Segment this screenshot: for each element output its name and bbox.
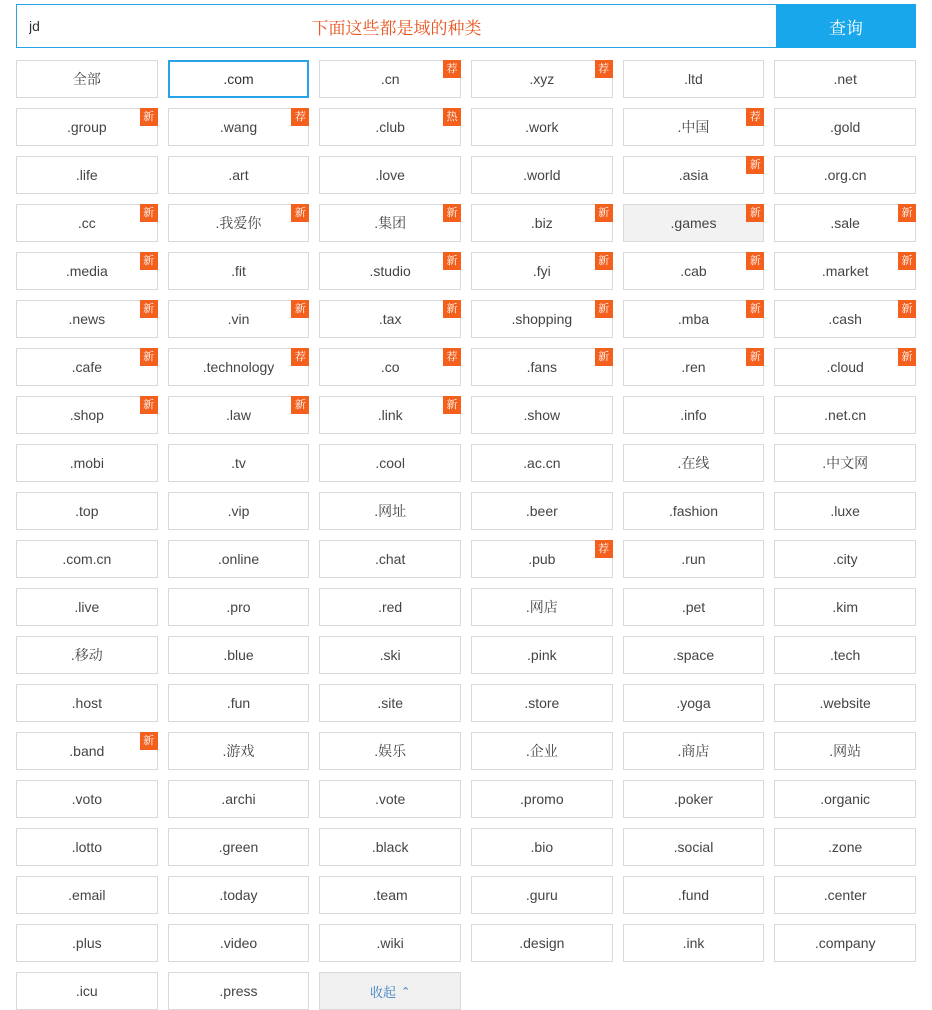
suffix-label: .info: [680, 407, 707, 423]
suffix-label: .black: [371, 839, 409, 855]
suffix-option[interactable]: [16, 300, 158, 338]
suffix-label: .com: [223, 71, 254, 87]
suffix-option[interactable]: [774, 204, 916, 242]
suffix-option[interactable]: [16, 732, 158, 770]
suffix-option[interactable]: [168, 684, 310, 722]
suffix-option[interactable]: [774, 588, 916, 626]
suffix-label: .fit: [231, 263, 246, 279]
suffix-option[interactable]: [16, 156, 158, 194]
suffix-option[interactable]: [319, 300, 461, 338]
suffix-label: .cafe: [71, 359, 102, 375]
suffix-option[interactable]: [16, 492, 158, 530]
suffix-option[interactable]: [471, 444, 613, 482]
suffix-option[interactable]: [319, 492, 461, 530]
suffix-label: .mba: [677, 311, 710, 327]
chevron-up-icon: ⌃: [401, 985, 411, 998]
suffix-label: .gold: [829, 119, 861, 135]
suffix-label: .vip: [227, 503, 250, 519]
suffix-label: .shop: [69, 407, 104, 423]
suffix-label: .net.cn: [824, 407, 867, 423]
suffix-option[interactable]: [16, 876, 158, 914]
suffix-option[interactable]: [319, 396, 461, 434]
badge-new-icon: 新: [140, 204, 158, 222]
suffix-label: .organic: [820, 791, 871, 807]
suffix-label: .love: [375, 167, 405, 183]
suffix-option[interactable]: [623, 876, 765, 914]
suffix-option[interactable]: [16, 780, 158, 818]
suffix-label: .xyz: [529, 71, 555, 87]
suffix-option[interactable]: [623, 444, 765, 482]
suffix-label: .life: [75, 167, 98, 183]
suffix-label: .biz: [530, 215, 553, 231]
suffix-option[interactable]: [16, 252, 158, 290]
suffix-label: .pro: [226, 599, 251, 615]
suffix-label: .asia: [678, 167, 709, 183]
suffix-option[interactable]: [319, 924, 461, 962]
collapse-button[interactable]: [319, 972, 461, 1010]
suffix-label: .law: [226, 407, 251, 423]
suffix-option[interactable]: [774, 492, 916, 530]
suffix-label: .fashion: [668, 503, 719, 519]
suffix-label: .vote: [374, 791, 406, 807]
suffix-label: .studio: [369, 263, 411, 279]
search-input-wrapper[interactable]: [16, 4, 776, 48]
suffix-label: .yoga: [676, 695, 711, 711]
suffix-label: .show: [523, 407, 561, 423]
suffix-label: .ink: [682, 935, 705, 951]
suffix-label: .娱乐: [374, 743, 407, 759]
suffix-label: .企业: [525, 743, 558, 759]
suffix-label: .pink: [527, 647, 557, 663]
suffix-option[interactable]: [168, 876, 310, 914]
suffix-label: .archi: [221, 791, 256, 807]
suffix-label: .technology: [202, 359, 275, 375]
suffix-option[interactable]: [623, 684, 765, 722]
suffix-option[interactable]: [16, 540, 158, 578]
suffix-option[interactable]: [471, 732, 613, 770]
suffix-label: .中国: [677, 119, 710, 135]
suffix-option[interactable]: [16, 924, 158, 962]
suffix-option[interactable]: [168, 252, 310, 290]
suffix-label: .company: [814, 935, 876, 951]
suffix-option[interactable]: [774, 252, 916, 290]
suffix-option[interactable]: [319, 444, 461, 482]
suffix-option[interactable]: [623, 492, 765, 530]
suffix-option[interactable]: [774, 396, 916, 434]
suffix-option[interactable]: [168, 60, 310, 98]
suffix-option[interactable]: [16, 684, 158, 722]
suffix-option[interactable]: [623, 924, 765, 962]
suffix-label: .我爱你: [215, 215, 262, 231]
suffix-option[interactable]: [319, 60, 461, 98]
suffix-label: .voto: [71, 791, 102, 807]
suffix-option[interactable]: [168, 108, 310, 146]
suffix-option[interactable]: [168, 444, 310, 482]
suffix-option[interactable]: [16, 444, 158, 482]
badge-new-icon: 新: [595, 348, 613, 366]
suffix-option[interactable]: [168, 492, 310, 530]
suffix-option[interactable]: [319, 540, 461, 578]
suffix-label: .网店: [525, 599, 558, 615]
badge-new-icon: 新: [443, 204, 461, 222]
badge-new-icon: 新: [898, 348, 916, 366]
suffix-label: .games: [670, 215, 717, 231]
badge-new-icon: 新: [595, 204, 613, 222]
suffix-option[interactable]: [319, 876, 461, 914]
suffix-option[interactable]: [774, 636, 916, 674]
suffix-label: .pub: [528, 551, 556, 567]
suffix-label: .wiki: [376, 935, 404, 951]
suffix-option[interactable]: [168, 972, 310, 1010]
suffix-label: .tax: [378, 311, 402, 327]
suffix-option[interactable]: [16, 204, 158, 242]
suffix-label: .link: [377, 407, 403, 423]
suffix-label: 全部: [72, 71, 101, 87]
suffix-option[interactable]: [471, 540, 613, 578]
suffix-label: .city: [832, 551, 858, 567]
badge-new-icon: 新: [746, 300, 764, 318]
suffix-label: .blue: [223, 647, 254, 663]
search-bar: [16, 4, 916, 48]
suffix-label: .press: [219, 983, 258, 999]
suffix-option[interactable]: [319, 780, 461, 818]
suffix-label: .live: [74, 599, 100, 615]
suffix-option[interactable]: [471, 588, 613, 626]
suffix-option[interactable]: [623, 300, 765, 338]
suffix-option[interactable]: [471, 492, 613, 530]
suffix-label: .store: [524, 695, 560, 711]
badge-new-icon: 新: [140, 396, 158, 414]
suffix-option[interactable]: [471, 156, 613, 194]
badge-new-icon: 新: [746, 156, 764, 174]
suffix-option[interactable]: [168, 156, 310, 194]
badge-new-icon: 新: [140, 348, 158, 366]
suffix-option[interactable]: [623, 348, 765, 386]
suffix-label: .space: [672, 647, 715, 663]
suffix-option[interactable]: [623, 732, 765, 770]
badge-new-icon: 新: [140, 108, 158, 126]
suffix-option[interactable]: [774, 828, 916, 866]
badge-rec-icon: 荐: [746, 108, 764, 126]
search-button[interactable]: 查询: [776, 4, 916, 48]
domain-suffix-picker-page: [0, 4, 932, 1000]
suffix-label: .icu: [75, 983, 98, 999]
suffix-option[interactable]: [774, 684, 916, 722]
suffix-option[interactable]: [168, 732, 310, 770]
suffix-label: .cab: [680, 263, 707, 279]
suffix-label: .team: [372, 887, 408, 903]
badge-rec-icon: 荐: [291, 348, 309, 366]
suffix-label: .tech: [829, 647, 861, 663]
suffix-label: .host: [71, 695, 102, 711]
suffix-option[interactable]: [319, 348, 461, 386]
suffix-label: .plus: [72, 935, 102, 951]
suffix-label: .club: [375, 119, 405, 135]
suffix-label: .wang: [219, 119, 258, 135]
suffix-label: .art: [228, 167, 249, 183]
suffix-option[interactable]: [168, 204, 310, 242]
suffix-label: .video: [219, 935, 258, 951]
suffix-option[interactable]: [774, 60, 916, 98]
suffix-label: .fans: [526, 359, 557, 375]
suffix-label: .移动: [70, 647, 103, 663]
suffix-label: .游戏: [222, 743, 255, 759]
suffix-option[interactable]: [774, 348, 916, 386]
suffix-label: .cn: [380, 71, 400, 87]
suffix-option[interactable]: [471, 684, 613, 722]
suffix-option[interactable]: [623, 252, 765, 290]
suffix-option[interactable]: [774, 876, 916, 914]
suffix-option[interactable]: [16, 60, 158, 98]
badge-new-icon: 新: [898, 252, 916, 270]
search-input[interactable]: [17, 5, 217, 47]
badge-new-icon: 新: [746, 252, 764, 270]
suffix-label: .green: [218, 839, 259, 855]
suffix-option[interactable]: [471, 348, 613, 386]
suffix-label: .fun: [226, 695, 251, 711]
suffix-label: .中文网: [822, 455, 869, 471]
suffix-label: .poker: [674, 791, 713, 807]
suffix-label: .ltd: [684, 71, 703, 87]
search-hint-text: 下面这些都是域的种类: [311, 18, 482, 38]
suffix-option[interactable]: [774, 300, 916, 338]
suffix-label: .fyi: [532, 263, 551, 279]
suffix-label: .ren: [681, 359, 706, 375]
suffix-label: .cc: [77, 215, 96, 231]
suffix-option[interactable]: [623, 204, 765, 242]
badge-new-icon: 新: [595, 252, 613, 270]
suffix-option[interactable]: [16, 348, 158, 386]
suffix-label: .com.cn: [62, 551, 112, 567]
badge-new-icon: 新: [443, 396, 461, 414]
suffix-option[interactable]: [16, 828, 158, 866]
suffix-option[interactable]: [168, 924, 310, 962]
suffix-option[interactable]: [319, 828, 461, 866]
badge-rec-icon: 荐: [595, 60, 613, 78]
suffix-option[interactable]: [319, 252, 461, 290]
suffix-option[interactable]: [319, 108, 461, 146]
suffix-option[interactable]: [774, 924, 916, 962]
suffix-label: .design: [519, 935, 565, 951]
badge-new-icon: 新: [140, 300, 158, 318]
suffix-label: .market: [821, 263, 869, 279]
suffix-label: .today: [219, 887, 258, 903]
suffix-option[interactable]: [774, 540, 916, 578]
suffix-label: .fund: [677, 887, 710, 903]
suffix-option[interactable]: [623, 828, 765, 866]
badge-new-icon: 新: [140, 732, 158, 750]
suffix-option[interactable]: [471, 924, 613, 962]
suffix-option[interactable]: [623, 636, 765, 674]
badge-new-icon: 新: [291, 396, 309, 414]
suffix-label: .org.cn: [823, 167, 867, 183]
suffix-label: .bio: [530, 839, 554, 855]
suffix-option[interactable]: [16, 396, 158, 434]
badge-new-icon: 新: [746, 348, 764, 366]
suffix-option[interactable]: [168, 636, 310, 674]
suffix-option[interactable]: [16, 588, 158, 626]
suffix-label: .tv: [231, 455, 246, 471]
suffix-label: .run: [681, 551, 706, 567]
suffix-option[interactable]: [16, 972, 158, 1010]
suffix-label: .sale: [830, 215, 860, 231]
suffix-option[interactable]: [623, 156, 765, 194]
suffix-option[interactable]: [168, 348, 310, 386]
suffix-label: .media: [65, 263, 108, 279]
suffix-label: .kim: [832, 599, 858, 615]
suffix-option[interactable]: [471, 876, 613, 914]
suffix-option[interactable]: [471, 396, 613, 434]
domain-suffix-grid: [16, 60, 916, 1010]
suffix-label: .在线: [677, 455, 710, 471]
suffix-option[interactable]: [319, 588, 461, 626]
suffix-option[interactable]: [16, 636, 158, 674]
suffix-label: .ski: [379, 647, 401, 663]
suffix-label: .top: [75, 503, 99, 519]
suffix-option[interactable]: [471, 780, 613, 818]
suffix-label: .red: [378, 599, 403, 615]
suffix-option[interactable]: [319, 684, 461, 722]
suffix-label: .chat: [374, 551, 406, 567]
suffix-option[interactable]: [168, 588, 310, 626]
suffix-option[interactable]: [774, 108, 916, 146]
suffix-label: .luxe: [830, 503, 860, 519]
suffix-label: .website: [819, 695, 871, 711]
suffix-label: .co: [380, 359, 400, 375]
collapse-label: 收起: [370, 984, 397, 1000]
suffix-label: .cool: [375, 455, 405, 471]
suffix-option[interactable]: [319, 636, 461, 674]
suffix-option[interactable]: [471, 300, 613, 338]
suffix-option[interactable]: [319, 156, 461, 194]
suffix-option[interactable]: [623, 588, 765, 626]
suffix-option[interactable]: [774, 156, 916, 194]
suffix-label: .网址: [374, 503, 407, 519]
suffix-label: .world: [523, 167, 561, 183]
suffix-option[interactable]: [774, 780, 916, 818]
suffix-label: .work: [525, 119, 559, 135]
badge-rec-icon: 荐: [595, 540, 613, 558]
suffix-option[interactable]: [319, 732, 461, 770]
suffix-option[interactable]: [774, 444, 916, 482]
suffix-label: .social: [673, 839, 714, 855]
suffix-option[interactable]: [168, 396, 310, 434]
badge-new-icon: 新: [898, 204, 916, 222]
suffix-label: .pet: [681, 599, 706, 615]
badge-new-icon: 新: [595, 300, 613, 318]
suffix-label: .group: [66, 119, 107, 135]
suffix-label: .center: [823, 887, 867, 903]
suffix-label: .cloud: [826, 359, 864, 375]
badge-new-icon: 新: [443, 300, 461, 318]
suffix-option[interactable]: [471, 60, 613, 98]
badge-new-icon: 新: [443, 252, 461, 270]
suffix-label: .email: [68, 887, 106, 903]
suffix-label: .网站: [829, 743, 862, 759]
badge-rec-icon: 荐: [443, 60, 461, 78]
badge-rec-icon: 荐: [443, 348, 461, 366]
suffix-option[interactable]: [471, 252, 613, 290]
badge-rec-icon: 荐: [291, 108, 309, 126]
suffix-option[interactable]: [623, 780, 765, 818]
suffix-option[interactable]: [471, 204, 613, 242]
suffix-option[interactable]: [168, 780, 310, 818]
suffix-option[interactable]: [16, 108, 158, 146]
suffix-label: .band: [69, 743, 105, 759]
suffix-label: .online: [217, 551, 260, 567]
suffix-label: .guru: [525, 887, 558, 903]
suffix-option[interactable]: [623, 396, 765, 434]
suffix-label: .net: [833, 71, 857, 87]
suffix-label: .ac.cn: [523, 455, 561, 471]
suffix-label: .zone: [828, 839, 863, 855]
suffix-label: .mobi: [69, 455, 104, 471]
suffix-label: .promo: [520, 791, 564, 807]
suffix-option[interactable]: [774, 732, 916, 770]
badge-new-icon: 新: [291, 300, 309, 318]
badge-new-icon: 新: [291, 204, 309, 222]
suffix-option[interactable]: [319, 204, 461, 242]
suffix-label: .cash: [828, 311, 862, 327]
suffix-option[interactable]: [168, 300, 310, 338]
suffix-label: .news: [68, 311, 106, 327]
suffix-label: .shopping: [511, 311, 573, 327]
badge-new-icon: 新: [140, 252, 158, 270]
suffix-label: .集团: [374, 215, 407, 231]
suffix-label: .lotto: [71, 839, 102, 855]
badge-hot-icon: 热: [443, 108, 461, 126]
suffix-option[interactable]: [623, 60, 765, 98]
suffix-label: .vin: [227, 311, 250, 327]
badge-new-icon: 新: [898, 300, 916, 318]
suffix-label: .site: [377, 695, 403, 711]
suffix-option[interactable]: [623, 108, 765, 146]
suffix-option[interactable]: [471, 108, 613, 146]
badge-new-icon: 新: [746, 204, 764, 222]
suffix-label: .beer: [525, 503, 558, 519]
suffix-option[interactable]: [168, 828, 310, 866]
suffix-option[interactable]: [623, 540, 765, 578]
suffix-option[interactable]: [471, 636, 613, 674]
suffix-option[interactable]: [168, 540, 310, 578]
suffix-option[interactable]: [471, 828, 613, 866]
suffix-label: .商店: [677, 743, 710, 759]
